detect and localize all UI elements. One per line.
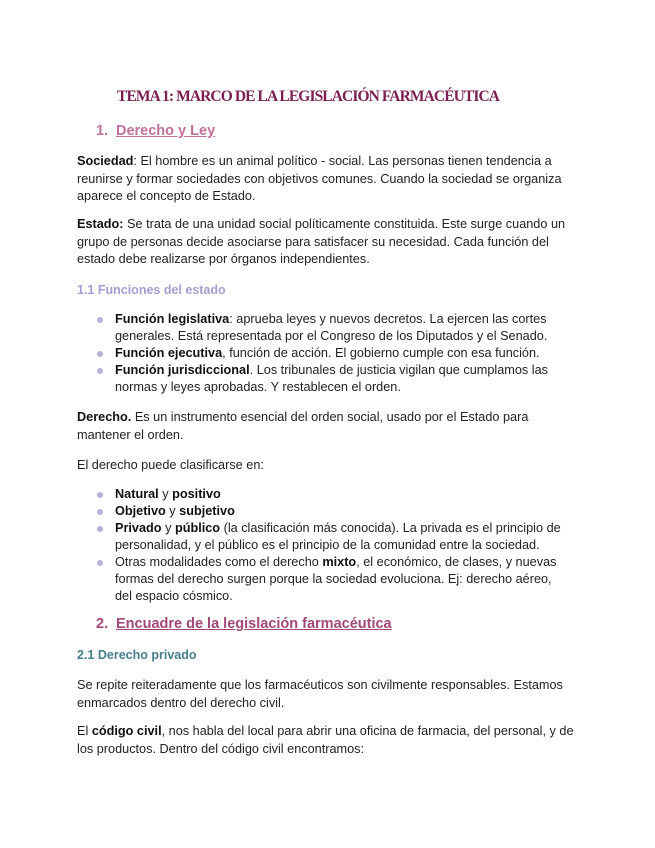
list-item-term-a: Privado xyxy=(115,521,162,535)
list-item-term: Función ejecutiva xyxy=(115,346,223,360)
list-item-term-a: Natural xyxy=(115,487,159,501)
funciones-list xyxy=(0,311,570,396)
list-item-term-b: subjetivo xyxy=(179,504,235,518)
document-title: TEMA 1: MARCO DE LA LEGISLACIÓN FARMACÉUTICA xyxy=(117,88,500,105)
list-item-joiner: y xyxy=(161,521,175,535)
bullet-icon xyxy=(97,317,103,323)
list-item-term-b: público xyxy=(174,521,221,535)
estado-term: Estado: xyxy=(77,217,124,231)
list-item-text: . Los tribunales de justicia vigilan que cumplamos las normas y leyes aprobadas. Y restablecen el orden. xyxy=(115,363,548,394)
list-item-term: Función jurisdiccional xyxy=(115,363,250,377)
derecho-privado-paragraph: Se repite reiteradamente que los farmacéuticos son civilmente responsables. Estamos enmarcados dentro del derecho civil. xyxy=(77,678,563,710)
section-2-title: Encuadre de la legislación farmacéutica xyxy=(116,616,392,632)
list-item xyxy=(0,486,570,503)
section-1-number: 1. xyxy=(96,123,109,139)
list-item-term: Función legislativa xyxy=(115,312,230,326)
list-item-joiner: y xyxy=(165,504,180,518)
list-item xyxy=(0,503,570,520)
list-item-joiner: y xyxy=(158,487,173,501)
list-item xyxy=(0,520,570,554)
derecho-term: Derecho. xyxy=(77,410,132,424)
list-item-text: , el económico, de clases, y nuevas formas del derecho surgen porque la sociedad evoluciona. Ej: derecho aéreo, del espacio cósmico. xyxy=(115,555,557,603)
list-item xyxy=(0,554,570,605)
bullet-icon xyxy=(97,509,103,515)
bullet-icon xyxy=(97,492,103,498)
list-item xyxy=(0,362,570,396)
clasificacion-intro: El derecho puede clasificarse en: xyxy=(77,458,264,472)
bullet-icon xyxy=(97,526,103,532)
list-item-term: mixto xyxy=(322,555,357,569)
bullet-icon xyxy=(97,560,103,566)
section-2-heading xyxy=(96,616,392,632)
derecho-paragraph xyxy=(77,409,577,444)
list-item-text: , función de acción. El gobierno cumple con esa función. xyxy=(222,346,540,360)
list-item-text: Otras modalidades como el derecho xyxy=(115,555,323,569)
section-1-title: Derecho y Ley xyxy=(116,123,216,139)
estado-paragraph xyxy=(77,216,577,269)
bullet-icon xyxy=(97,368,103,374)
section-2-number: 2. xyxy=(96,616,109,632)
sociedad-text: : El hombre es un animal político - social. Las personas tienen tendencia a reunirse y formar sociedades con objetivos comunes. Cuando la sociedad se organiza aparece el concepto de Estado. xyxy=(77,154,562,203)
estado-text: Se trata de una unidad social políticamente constituida. Este surge cuando un grupo de personas decide asociarse para satisfacer su necesidad. Cada función del estado debe realizarse por órganos independientes. xyxy=(77,217,566,266)
subsection-1-1-heading: 1.1 Funciones del estado xyxy=(77,283,226,297)
list-item xyxy=(0,311,570,345)
list-item-term-a: Objetivo xyxy=(115,504,166,518)
bullet-icon xyxy=(97,351,103,357)
derecho-text: Es un instrumento esencial del orden social, usado por el Estado para mantener el orden. xyxy=(77,410,529,442)
sociedad-term: Sociedad xyxy=(77,154,134,168)
codigo-civil-text: , nos habla del local para abrir una oficina de farmacia, del personal, y de los productos. Dentro del código civil encontramos: xyxy=(77,724,574,756)
codigo-civil-paragraph xyxy=(77,723,577,758)
sociedad-paragraph xyxy=(77,153,577,206)
subsection-2-1-heading: 2.1 Derecho privado xyxy=(77,648,197,662)
clasificacion-list xyxy=(0,486,570,605)
list-item-term-b: positivo xyxy=(172,487,221,501)
section-1-heading xyxy=(96,123,215,139)
codigo-civil-term: código civil xyxy=(91,724,162,738)
codigo-civil-pre: El xyxy=(77,724,92,738)
list-item xyxy=(0,345,570,362)
list-item-text: : aprueba leyes y nuevos decretos. La ejercen las cortes generales. Está representada por el Congreso de los Diputados y el Senado. xyxy=(115,312,548,343)
list-item-text: (la clasificación más conocida). La privada es el principio de personalidad, y el público es el principio de la comunidad entre la sociedad. xyxy=(115,521,561,552)
